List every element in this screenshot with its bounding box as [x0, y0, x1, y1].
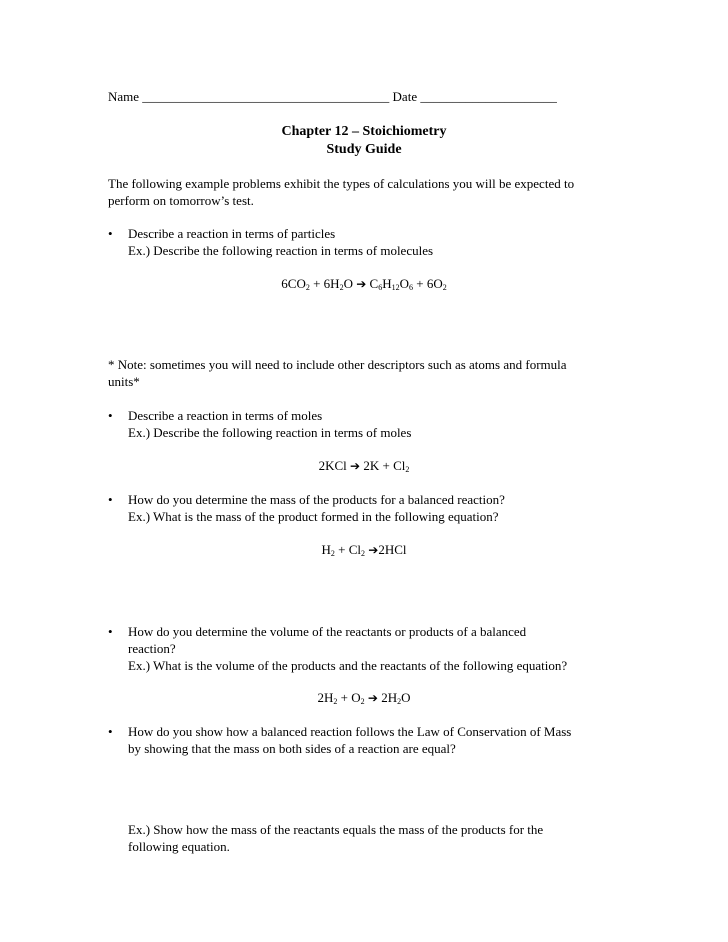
bullet-icon: • [108, 492, 113, 507]
name-label: Name [108, 89, 140, 104]
conservation-example-line-2: following equation. [128, 839, 230, 854]
particles-example: Ex.) Describe the following reaction in terms of molecules [128, 243, 434, 258]
intro-line-1: The following example problems exhibit the types of calculations you will be expected to [108, 176, 575, 191]
equation-hcl: $H_2 + Cl_2$ ➔2HCl [321, 542, 407, 558]
arrow-right-icon: ➔ [350, 459, 361, 473]
name-blank[interactable]: ______________________________________ [142, 89, 390, 104]
moles-heading: Describe a reaction in terms of moles [128, 408, 323, 423]
mass-example: Ex.) What is the mass of the product formed in the following equation? [128, 509, 499, 524]
bullet-icon: • [108, 724, 113, 739]
page-title: Chapter 12 – Stoichiometry [281, 124, 447, 139]
note-line-2: units* [108, 374, 140, 389]
arrow-right-icon: ➔ [367, 691, 378, 705]
header-line [108, 88, 557, 105]
volume-heading-line-1: How do you determine the volume of the reactants or products of a balanced [128, 624, 527, 639]
bullet-icon: • [108, 408, 113, 423]
date-label: Date [392, 89, 418, 104]
arrow-right-icon: ➔ [356, 277, 367, 291]
equation-photosynthesis: $6CO_2 + 6H_2O$ ➔ $C_6H_{12}O_6 + 6O_2$ [281, 276, 447, 292]
conservation-heading-line-1: How do you show how a balanced reaction follows the Law of Conservation of Mass [128, 724, 572, 739]
mass-heading: How do you determine the mass of the products for a balanced reaction? [128, 492, 505, 507]
equation-water: $2H_2 + O_2$ ➔ $2H_2O$ [317, 690, 411, 706]
intro-line-2: perform on tomorrow’s test. [108, 193, 254, 208]
conservation-example-line-1: Ex.) Show how the mass of the reactants equals the mass of the products for the [128, 822, 544, 837]
bullet-icon: • [108, 226, 113, 241]
date-blank[interactable]: _____________________ [420, 89, 557, 104]
moles-example: Ex.) Describe the following reaction in terms of moles [128, 425, 412, 440]
page-subtitle: Study Guide [326, 142, 402, 157]
note-line-1: * Note: sometimes you will need to include other descriptors such as atoms and formula [108, 357, 567, 372]
arrow-right-icon: ➔ [368, 543, 379, 557]
volume-heading-line-2: reaction? [128, 641, 176, 656]
volume-example: Ex.) What is the volume of the products and the reactants of the following equation? [128, 658, 568, 673]
conservation-heading-line-2: by showing that the mass on both sides of a reaction are equal? [128, 741, 456, 756]
particles-heading: Describe a reaction in terms of particles [128, 226, 336, 241]
equation-kcl: 2KCl ➔ $2K + Cl_2$ [318, 458, 410, 474]
bullet-icon: • [108, 624, 113, 639]
